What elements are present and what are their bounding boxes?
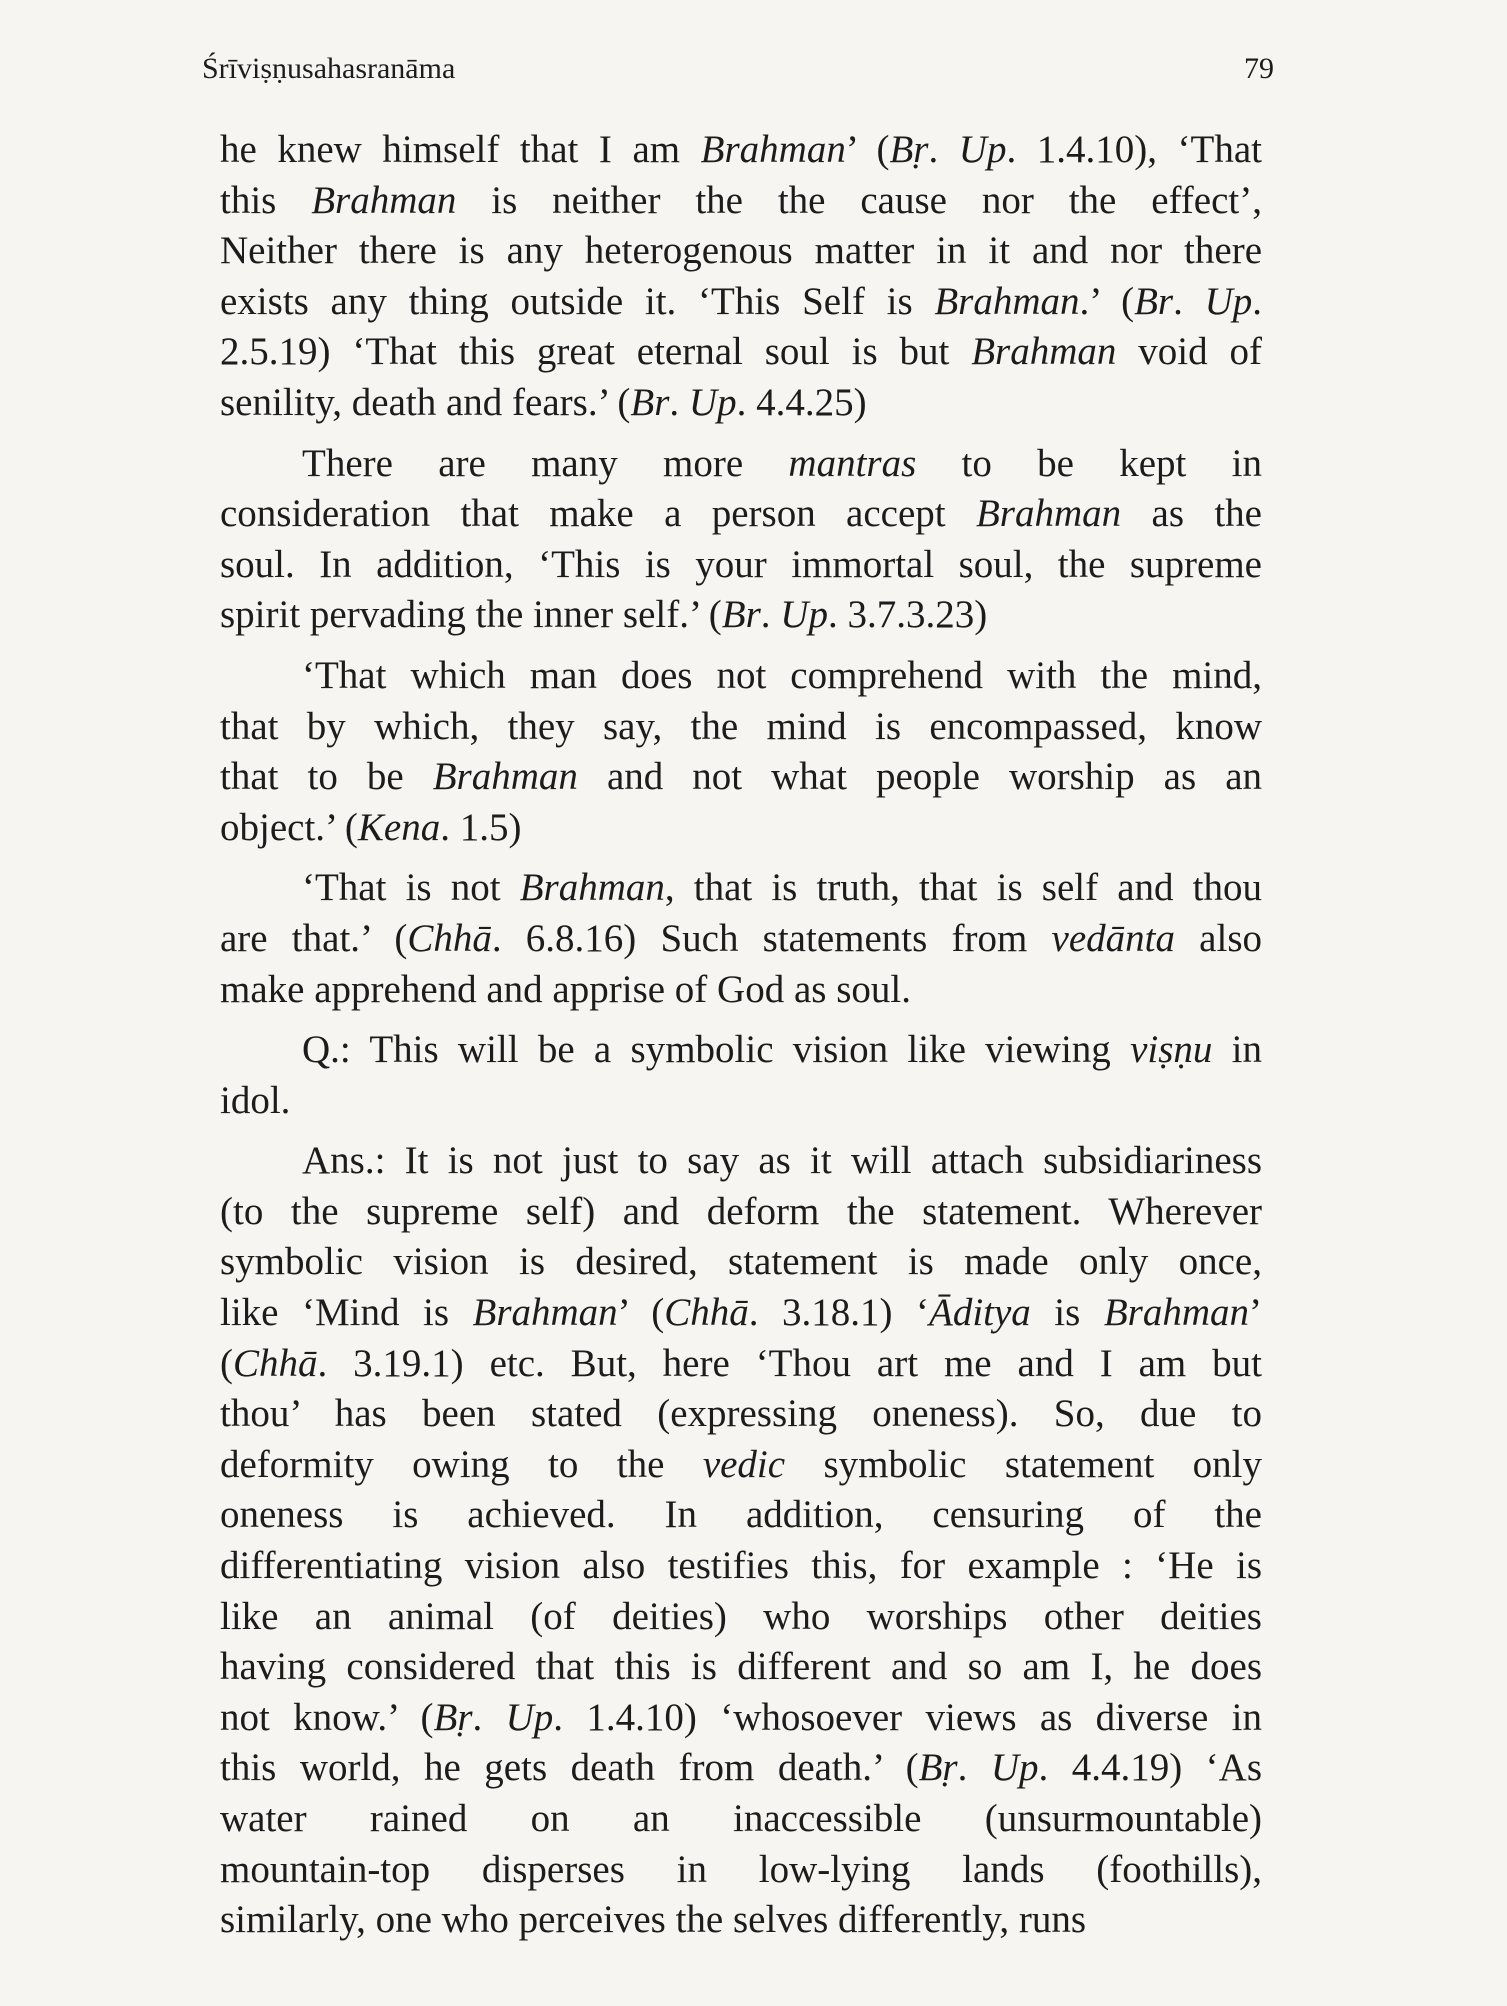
text-line: this world, he gets death from death.’ (Bṛ. Up. 4.4.19) ‘As — [220, 1746, 1262, 1790]
text-line: soul. In addition, ‘This is your immortal soul, the supreme — [220, 542, 1262, 586]
text-line: make apprehend and apprise of God as soul. — [220, 967, 911, 1011]
page-number: 79 — [1244, 52, 1274, 85]
paragraph-gap — [220, 1015, 1262, 1025]
paragraph — [220, 439, 1262, 641]
body-text — [220, 125, 1262, 1946]
text-line: are that.’ (Chhā. 6.8.16) Such statements from vedānta also — [220, 916, 1263, 960]
text-line: differentiating vision also testifies this, for example : ‘He is — [220, 1544, 1262, 1588]
book-title: Śrīviṣṇusahasranāma — [202, 52, 456, 85]
text-line: like an animal (of deities) who worships other deities — [220, 1594, 1262, 1638]
text-line: exists any thing outside it. ‘This Self is Brahman.’ (Br. Up. — [220, 279, 1262, 323]
text-line: 2.5.19) ‘That this great eternal soul is but Brahman void of — [220, 330, 1262, 374]
paragraph — [220, 1136, 1262, 1946]
running-header — [202, 52, 1274, 102]
text-line: mountain-top disperses in low-lying lands (foothills), — [220, 1847, 1262, 1891]
text-line: ‘That which man does not comprehend with the mind, — [302, 653, 1262, 697]
text-line: having considered that this is different and so am I, he does — [220, 1645, 1262, 1689]
paragraph-gap — [220, 853, 1262, 863]
text-line: not know.’ (Bṛ. Up. 1.4.10) ‘whosoever views as diverse in — [220, 1695, 1262, 1739]
text-line: There are many more mantras to be kept in — [302, 441, 1262, 485]
text-line: (Chhā. 3.19.1) etc. But, here ‘Thou art me and I am but — [220, 1341, 1262, 1385]
text-line: (to the supreme self) and deform the statement. Wherever — [220, 1189, 1262, 1233]
text-line: symbolic vision is desired, statement is made only once, — [220, 1240, 1262, 1284]
text-line: he knew himself that I am Brahman’ (Bṛ. Up. 1.4.10), ‘That — [220, 128, 1262, 171]
text-line: thou’ has been stated (expressing oneness). So, due to — [220, 1392, 1262, 1436]
paragraph — [220, 651, 1262, 853]
paragraph-gap — [220, 641, 1262, 651]
text-line: deformity owing to the vedic symbolic statement only — [220, 1442, 1263, 1486]
text-line: senility, death and fears.’ (Br. Up. 4.4.25) — [220, 380, 867, 424]
text-line: that by which, they say, the mind is encompassed, know — [220, 704, 1262, 748]
text-line: ‘That is not Brahman, that is truth, that is self and thou — [302, 866, 1262, 910]
text-line: spirit pervading the inner self.’ (Br. Up. 3.7.3.23) — [220, 593, 988, 637]
text-line: water rained on an inaccessible (unsurmountable) — [220, 1797, 1262, 1840]
text-line: like ‘Mind is Brahman’ (Chhā. 3.18.1) ‘Āditya is Brahman’ — [220, 1291, 1262, 1335]
paragraph-gap — [220, 1126, 1262, 1136]
paragraph — [220, 863, 1262, 1015]
text-line: this Brahman is neither the the cause nor the effect’, — [220, 178, 1262, 222]
text-line: Neither there is any heterogenous matter in it and nor there — [220, 229, 1262, 273]
text-line: Q.: This will be a symbolic vision like viewing viṣṇu in — [302, 1028, 1262, 1072]
paragraph — [220, 125, 1262, 429]
text-line: idol. — [220, 1078, 291, 1122]
text-line: oneness is achieved. In addition, censuring of the — [220, 1493, 1262, 1537]
text-line: consideration that make a person accept Brahman as the — [220, 492, 1262, 536]
paragraph — [220, 1025, 1262, 1126]
text-line: object.’ (Kena. 1.5) — [220, 805, 522, 849]
text-line: Ans.: It is not just to say as it will attach subsidiariness — [302, 1139, 1262, 1183]
text-line: similarly, one who perceives the selves differently, runs — [220, 1898, 1087, 1942]
text-line: that to be Brahman and not what people worship as an — [220, 755, 1262, 799]
paragraph-gap — [220, 429, 1262, 439]
